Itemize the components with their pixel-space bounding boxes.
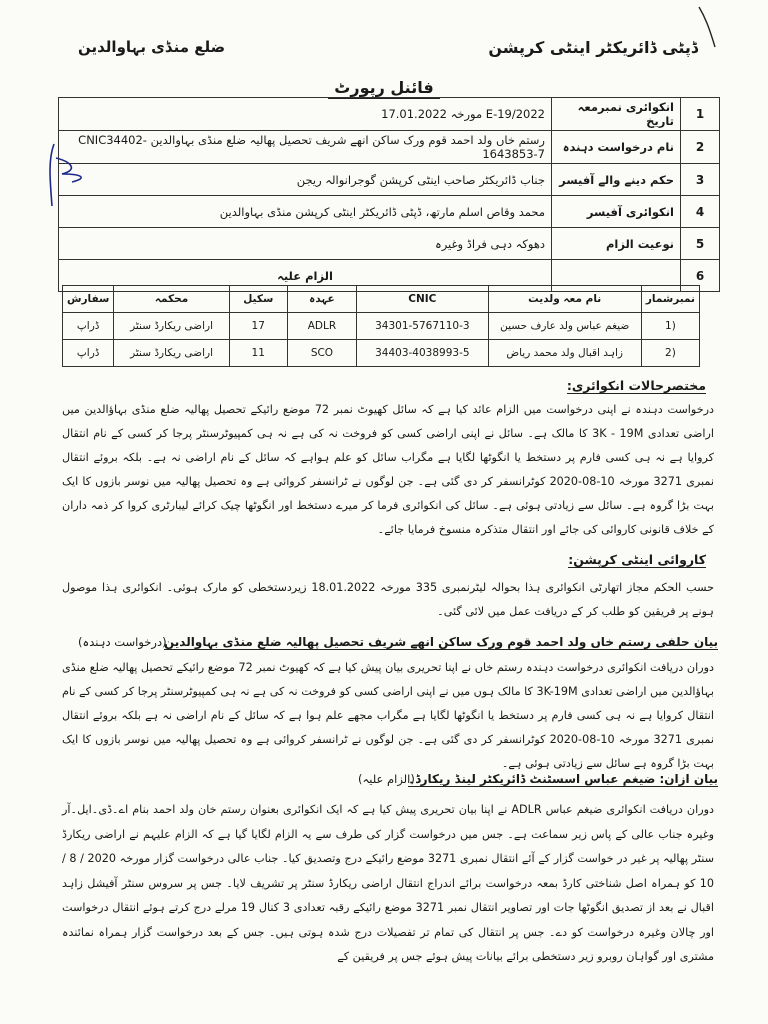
statement2-tag: (الزام علیہ) [358,772,415,786]
facts-paragraph: درخواست دہندہ نے اپنی درخواست میں الزام عائد کیا ہے کہ سائل کھیوٹ نمبر 72 موضع رائیکے تحصیل پھالیہ ضلع منڈی بہاؤالدین میں اراضی تعدادی 3K - 19M کا مالک ہے۔ سائل نے اپنی اراضی کسی کو فروخت نہ کی ہے نہ ہی کمپیوٹرسنٹر پرجا کر کسی کے نام انتقال کروایا ہے نہ ہی کسی فارم پر دستخط یا انگوٹھا لگایا ہے مگراب سائل کو علم ہواہے کہ سائل کے نام اراضی نہ ہے۔ بلکہ بروئے انتقال نمبری 3271 مورخہ 10-08-2020 کوٹرانسفر کر دی گئی ہے۔ جن لوگوں نے ٹرانسفر کروائی ہے وہ تحصیل پھالیہ میں نوسر بازوں کا ایک بہت بڑا گروہ ہے۔ سائل سے زیادتی ہوئی ہے۔ سائل کی انکوائری فرما کر میرے دستخط اور انگوٹھا چیک کرائے لیبارٹری کروا کر ذمہ داران کے خلاف قانونی کاروائی کی جائے اور انتقال متذکرہ منسوخ فرمایا جائے۔ [62,403,714,536]
cell: 2) [641,340,699,367]
info-row [59,164,720,196]
cell: 34403-4038993-5 [357,340,488,367]
action-heading: کاروائی اینٹی کرپشن: [568,552,706,567]
info-label: انکوائری آفیسر [552,196,681,228]
info-value: E-19/2022 مورخہ 17.01.2022 [59,98,552,131]
statement1-tag: (درخواست دہندہ) [78,635,167,649]
info-num: 3 [681,164,720,196]
info-table [58,97,720,292]
info-row [59,98,720,131]
cell: ADLR [287,313,356,340]
cell: ڈراپ [63,340,114,367]
info-num: 1 [681,98,720,131]
cell: زاہد اقبال ولد محمد ریاض [488,340,641,367]
info-value: دھوکہ دہی فراڈ وغیرہ [59,228,552,260]
header-office: ڈپٹی ڈائریکٹر اینٹی کرپشن [488,38,698,57]
col-header: عہدہ [287,286,356,313]
action-paragraph: حسب الحکم مجاز اتھارٹی انکوائری ہذا بحوالہ لیٹرنمبری 335 مورخہ 18.01.2022 زیردستخطی کو مارک ہوئی۔ انکوائری ہذا موصول ہونے پر فریقین کو طلب کر کے دریافت عمل میں لائی گئی۔ [62,581,714,618]
info-row [59,228,720,260]
info-num: 2 [681,131,720,164]
info-value: رستم خاں ولد احمد قوم ورک ساکن انھے شریف تحصیل پھالیہ ضلع منڈی بہاوالدین CNIC34402-1643853-7 [59,131,552,164]
table-row [63,313,700,340]
accused-header-row [63,286,700,313]
pen-mark-icon [697,5,717,50]
facts-heading: مختصرحالات انکوائری: [566,378,706,393]
accused-table [62,285,700,367]
info-label: نام درخواست دہندہ [552,131,681,164]
statement2-heading: بیان ازان: ضیغم عباس اسسٹنٹ ڈائریکٹر لینڈ ریکارڈ۔ (الزام علیہ) [358,772,718,786]
statement1-heading: بیان حلفی رستم خاں ولد احمد قوم ورک ساکن انھے شریف تحصیل پھالیہ ضلع منڈی بہاوالدین (درخواست دہندہ) [78,635,718,649]
cell: 1) [641,313,699,340]
info-value: جناب ڈائریکٹر صاحب اینٹی کرپشن گوجرانوالہ ریجن [59,164,552,196]
info-value: محمد وقاص اسلم مارتھ، ڈپٹی ڈائریکٹر اینٹی کرپشن منڈی بہاوالدین [59,196,552,228]
info-label: حکم دینے والے آفیسر [552,164,681,196]
info-label: نوعیت الزام [552,228,681,260]
cell: 11 [229,340,287,367]
cell: اراضی ریکارڈ سنٹر [114,340,229,367]
col-header: نمبرشمار [641,286,699,313]
cell: اراضی ریکارڈ سنٹر [114,313,229,340]
signature-icon [42,140,92,210]
cell: 17 [229,313,287,340]
cell: ضیغم عباس ولد عارف حسین [488,313,641,340]
info-row [59,196,720,228]
info-num: 6 [681,260,720,292]
accused-heading: الزام علیہ [59,260,552,292]
info-num: 4 [681,196,720,228]
cell: SCO [287,340,356,367]
col-header: سکیل [229,286,287,313]
col-header: سفارش [63,286,114,313]
info-label: انکوائری نمبرمعہ تاریخ [552,98,681,131]
header-district: ضلع منڈی بہاوالدین [78,38,226,56]
info-row [59,131,720,164]
cell: 34301-5767110-3 [357,313,488,340]
statement1-paragraph: دوران دریافت انکوائری درخواست دہندہ رستم خاں نے اپنا تحریری بیان پیش کیا ہے کہ کھیوٹ نمبر 72 موضع رائیکے تحصیل پھالیہ ضلع منڈی بہاؤالدین میں اراضی تعدادی 3K-19M کا مالک ہوں میں نے اپنی اراضی کسی کو فروخت نہ کی ہے نہ ہی کمپیوٹرسنٹر پرجا کر کسی کے نام انتقال کروایا ہے نہ ہی کسی فارم پر دستخط یا انگوٹھا لگایا ہے مگراب مجھے علم ہوا ہے کہ سائل کے نام اراضی نہ ہے بلکہ بروئے انتقال نمبری 3271 مورخہ 10-08-2020 کوٹرانسفر کر دی گئی ہے۔ جن لوگوں نے ٹرانسفر کروائی ہے وہ تحصیل پھالیہ میں نوسر بازوں کا ایک بہت بڑا گروہ ہے سائل سے زیادتی ہوئی ہے۔ [62,661,714,770]
page-title: فائنل رپورٹ [0,78,768,97]
col-header: نام معہ ولدیت [488,286,641,313]
table-row [63,340,700,367]
col-header: CNIC [357,286,488,313]
statement2-paragraph: دوران دریافت انکوائری ضیغم عباس ADLR نے اپنا بیان تحریری پیش کیا ہے کہ ایک انکوائری بعنوان رستم خان ولد احمد بنام اے۔ڈی۔ایل۔آر وغیرہ جناب عالی کے پاس زیر سماعت ہے۔ جس میں درخواست گزار کی طرف سے یہ الزام لگایا گیا ہے کہ الزام علیہم نے اراضی ریکارڈ سنٹر پھالیہ پر غیر در خواست گزار کے آئے انتقال نمبری 3271 موضع رائیکے درج وتصدیق کیا۔ جناب عالی درخواست گزار مورخہ 2020 / 8 / 10 کو ہمراہ اصل شناختی کارڈ بمعہ درخواست برائے اندراج انتقال اراضی ریکارڈ سنٹر پر تشریف لایا۔ جس پر سروس سنٹر آفیشل زاہد اقبال نے بعد از تصدیق انگوٹھا جات اور تصاویر انتقال نمبر 3271 موضع رائیکے رقبہ تعدادی 3 کنال 19 مرلے درج کرتے ہوئے انتقال درخواست اور چالان وغیرہ درخواست کو دے۔ جس پر انتقال کی تمام تر تفصیلات درج شدہ ہوتی ہیں۔ جس کے بعد درخواست گزار ہمراہ نمائندہ مشتری اور گواہان روبرو زیر دستخطی برائے بیانات پیش ہوئے جس پر فریقین کے [62,803,714,963]
cell: ڈراپ [63,313,114,340]
info-num: 5 [681,228,720,260]
col-header: محکمہ [114,286,229,313]
